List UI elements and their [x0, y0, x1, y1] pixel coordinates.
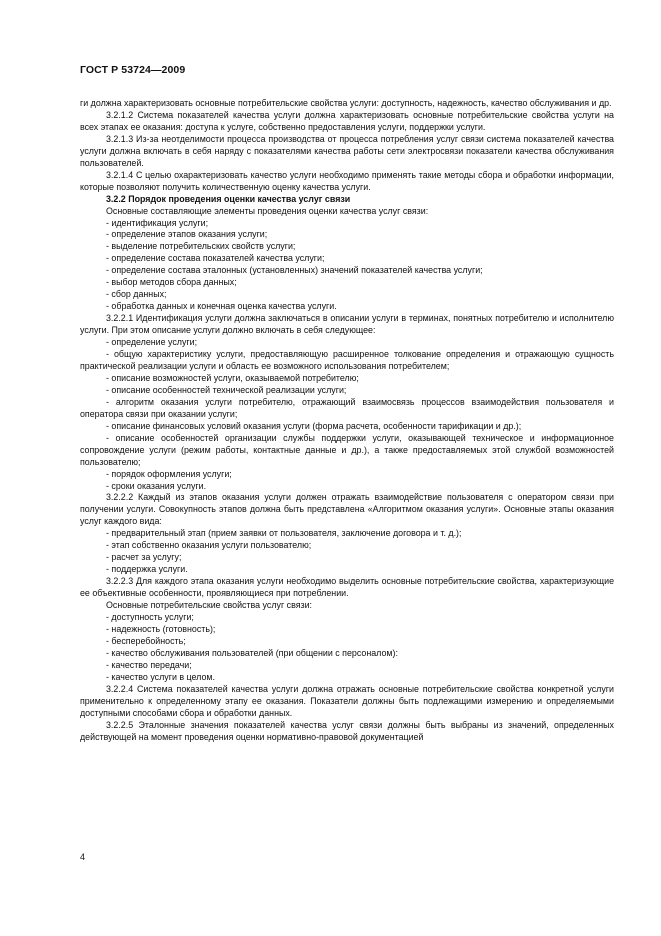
paragraph: 3.2.1.3 Из-за неотделимости процесса производства от процесса потребления услуг связи система показателей качества услуги должна включать в себя наряду с показателями качества работы сети электросвязи показатели качества обслуживания пользователей.: [80, 133, 614, 168]
list-item: - порядок оформления услуги;: [106, 468, 232, 479]
list-item: - доступность услуги;: [106, 611, 194, 622]
list-item: - алгоритм оказания услуги потребителю, отражающий взаимосвязь процессов взаимодействия пользователя и оператора связи при оказании услуги;: [80, 396, 614, 419]
paragraph: Основные потребительские свойства услуг связи:: [106, 600, 312, 611]
paragraph: ги должна характеризовать основные потребительские свойства услуги: доступность, надежность, качество обслуживания и др.: [80, 98, 612, 108]
list-item: - выбор методов сбора данных;: [106, 277, 237, 288]
list-item: - определение состава эталонных (установленных) значений показателей качества услуги;: [106, 265, 483, 276]
paragraph: 3.2.1.4 С целью охарактеризовать качество услуги необходимо применять такие методы сбора и обработки информации, которые позволяют получить количественную оценку качества услуги.: [80, 169, 614, 192]
paragraph: 3.2.2.1 Идентификация услуги должна заключаться в описании услуги в терминах, понятных потребителю и исполнителю услуги. При этом описание услуги должно включать в себя следующее:: [80, 313, 614, 336]
list-item: - качество обслуживания пользователей (при общении с персоналом):: [106, 647, 398, 658]
list-item: - поддержка услуги.: [106, 564, 188, 575]
list-item: - этап собственно оказания услуги пользователю;: [106, 540, 312, 551]
list-item: - выделение потребительских свойств услуги;: [106, 241, 296, 252]
paragraph: Основные составляющие элементы проведения оценки качества услуг связи:: [106, 205, 429, 216]
page-number: 4: [80, 852, 86, 862]
paragraph: 3.2.2.2 Каждый из этапов оказания услуги должен отражать взаимодействие пользователя с оператором связи при получении услуги. Совокупность этапов должна быть представлена «Алгоритмом оказания услуги». Основные этапы оказания услуг каждого вида:: [80, 492, 614, 527]
list-item: - определение услуги;: [106, 337, 198, 348]
list-item: - сбор данных;: [106, 289, 167, 300]
list-item: - предварительный этап (прием заявки от пользователя, заключение договора и т. д.);: [106, 528, 462, 539]
list-item: - сроки оказания услуги.: [106, 480, 207, 491]
list-item: - идентификация услуги;: [106, 217, 209, 228]
paragraph: 3.2.2.5 Эталонные значения показателей качества услуг связи должны быть выбраны из значений, определенных действующей на момент проведения оценки нормативно-правовой документацией: [80, 719, 614, 742]
list-item: - качество передачи;: [106, 659, 192, 670]
paragraph: 3.2.2.3 Для каждого этапа оказания услуги необходимо выделить основные потребительские свойства, характеризующие ее объективные особенности, проявляющиеся при потреблении.: [80, 576, 614, 599]
list-item: - описание возможностей услуги, оказываемой потребителю;: [106, 372, 359, 383]
list-item: - качество услуги в целом.: [106, 671, 215, 682]
list-item: - описание финансовых условий оказания услуги (форма расчета, особенности тарификации и др.);: [106, 420, 522, 431]
list-item: - общую характеристику услуги, предоставляющую расширенное толкование определения и отражающую сущность практической реализации услуги и область ее возможного использования потребителем;: [80, 349, 614, 371]
document-header: ГОСТ Р 53724—2009: [80, 64, 186, 76]
list-item: - обработка данных и конечная оценка качества услуги.: [106, 301, 337, 312]
list-item: - определение состава показателей качества услуги;: [106, 253, 325, 264]
section-heading: 3.2.2 Порядок проведения оценки качества услуг связи: [106, 193, 351, 204]
list-item: - бесперебойность;: [106, 635, 186, 646]
list-item: - расчет за услугу;: [106, 552, 182, 563]
document-body: [80, 98, 614, 743]
paragraph: 3.2.1.2 Система показателей качества услуги должна характеризовать основные потребительские свойства услуги на всех этапах ее оказания: доступа к услуге, собственно предоставления услуги, поддержки услуги.: [80, 109, 614, 132]
list-item: - описание особенностей организации службы поддержки услуги, оказывающей техническое и информационное сопровождение услуги (режим работы, контактные данные и др.), а также предоставляемых этой службой возможностей пользователю;: [80, 432, 614, 467]
paragraph: 3.2.2.4 Система показателей качества услуги должна отражать основные потребительские свойства конкретной услуги применительно к определенному этапу ее оказания. Показатели должны быть подлежащими измерению и определяемыми доступными способами сбора и обработки данных.: [80, 683, 614, 718]
list-item: - надежность (готовность);: [106, 623, 216, 634]
list-item: - определение этапов оказания услуги;: [106, 229, 268, 240]
list-item: - описание особенностей технической реализации услуги;: [106, 384, 347, 395]
